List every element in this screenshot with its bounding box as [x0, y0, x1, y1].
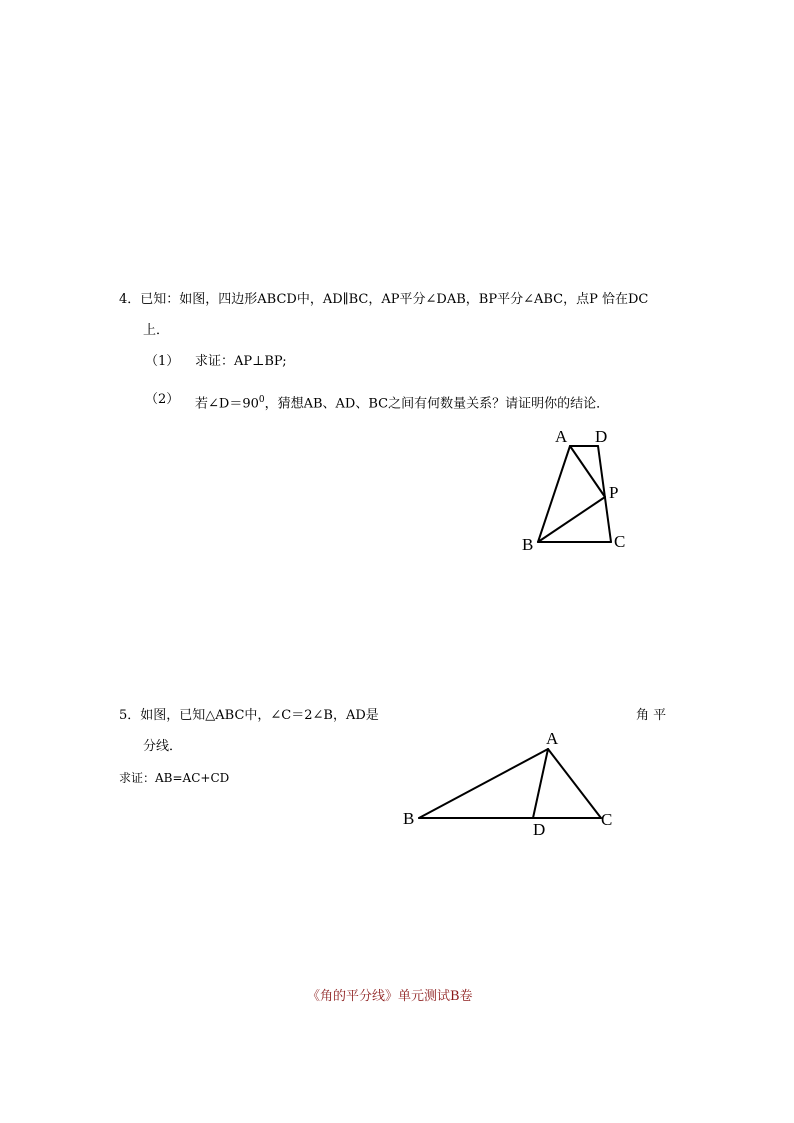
label-d-4: D [595, 427, 608, 446]
problem5-line1: 5．如图，已知△ABC中，∠C＝2∠B，AD是 [119, 708, 379, 723]
label-p-4: P [609, 483, 619, 502]
segment-ba [538, 446, 570, 542]
problem4-part1-number: （1） [145, 354, 180, 369]
problem4-part2-superscript: 0 [258, 395, 265, 405]
label-a-4: A [555, 427, 568, 446]
label-b-5: B [403, 809, 415, 828]
problem5-line3: 求证：AB=AC+CD [119, 771, 230, 785]
label-c-5: C [601, 810, 613, 829]
problem5-line1-right: 角 平 [636, 708, 667, 723]
segment-ad-5 [533, 749, 548, 818]
problem4-part2-text-b: ，猜想AB、AD、BC之间有何数量关系？请证明你的结论． [264, 396, 610, 412]
label-a-5: A [546, 729, 559, 748]
problem4-part1-text: 求证：AP⊥BP; [195, 354, 287, 369]
segment-ac-5 [548, 749, 601, 818]
problem4-part2-number: （2） [145, 392, 180, 407]
segment-bp [538, 497, 605, 542]
problem5-figure [419, 749, 601, 818]
label-d-5: D [533, 820, 546, 839]
label-c-4: C [614, 532, 626, 551]
problem4-part2-text-a: 若∠D＝90 [195, 396, 259, 412]
segment-ba-5 [419, 749, 548, 818]
problem5-line2: 分线． [143, 739, 183, 754]
label-b-4: B [522, 535, 534, 554]
problem4-line1: 4．已知：如图，四边形ABCD中，AD∥BC，AP平分∠DAB，BP平分∠ABC，点P 恰在DC [119, 292, 649, 307]
page-footer-title: 《角的平分线》单元测试B卷 [307, 989, 473, 1004]
problem4-line2: 上． [143, 323, 170, 338]
